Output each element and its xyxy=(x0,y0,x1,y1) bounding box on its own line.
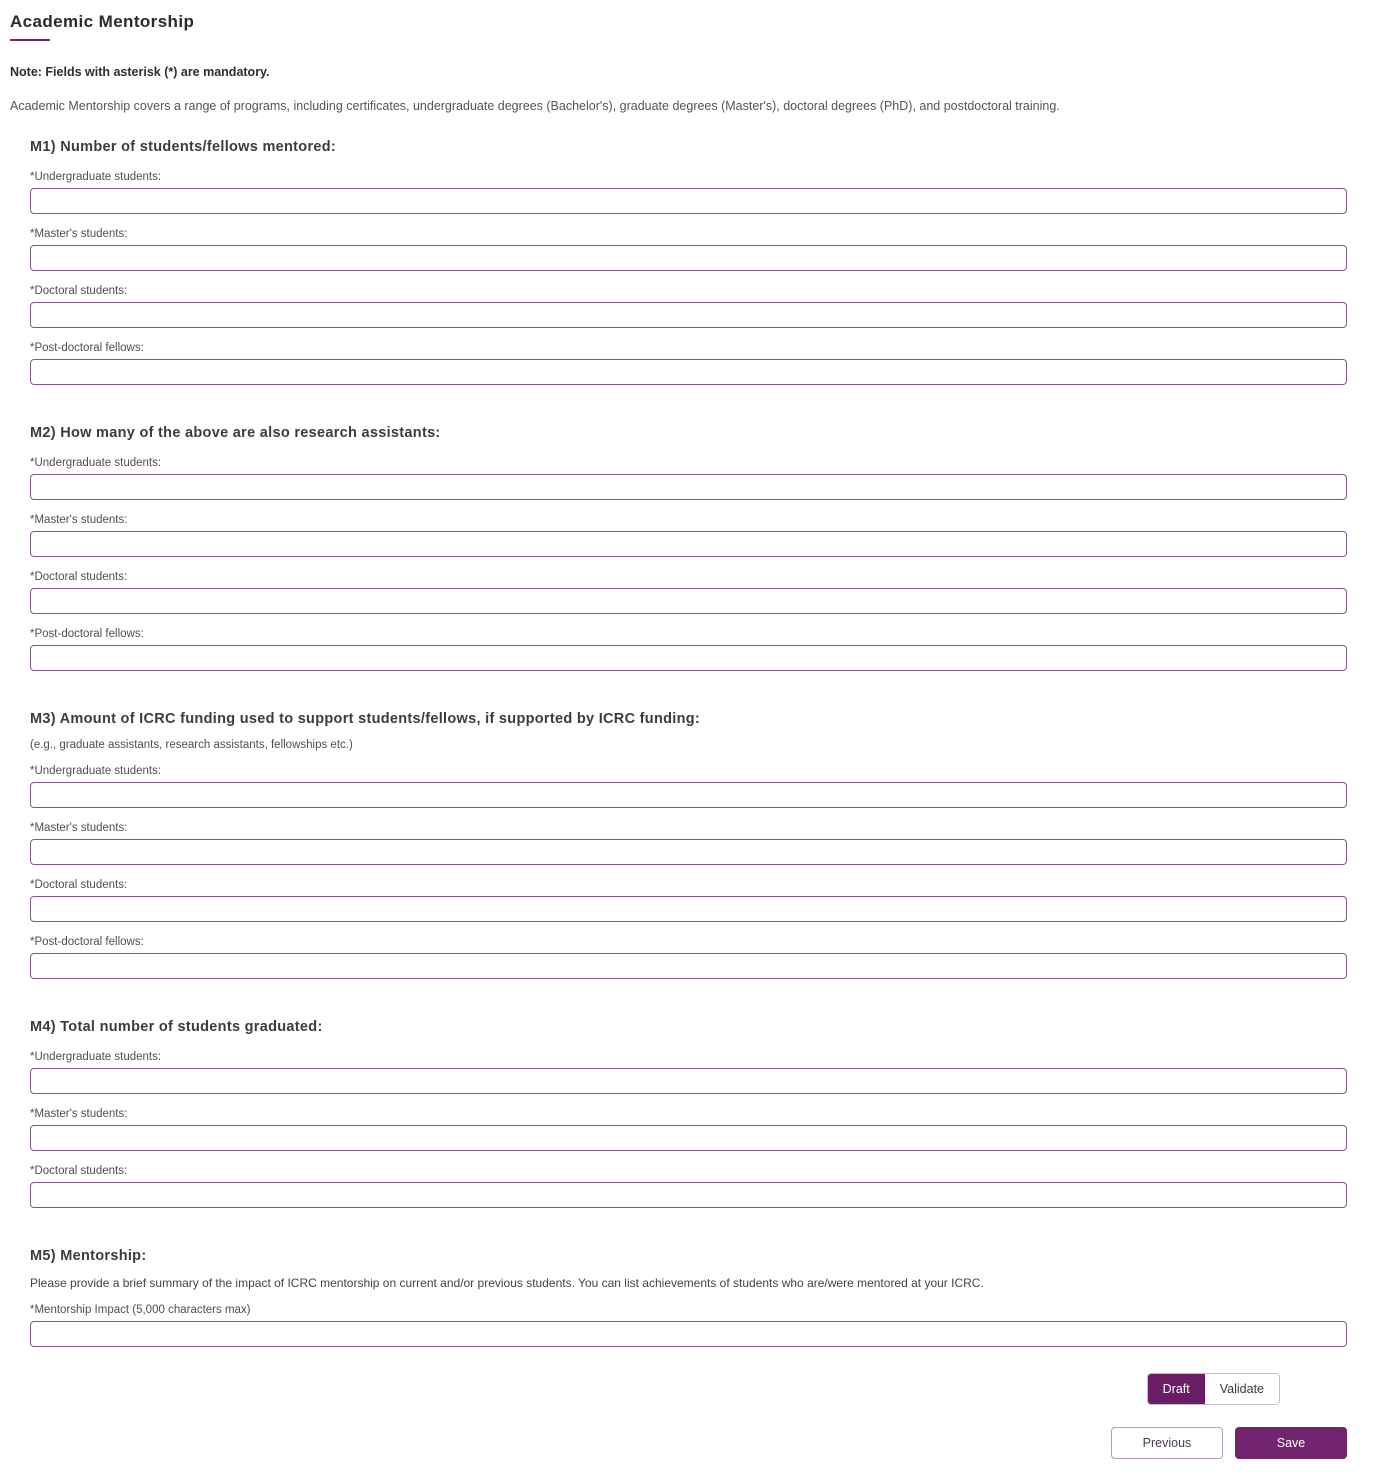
field-label: *Master's students: xyxy=(30,514,128,526)
m4-doctoral-students-input[interactable] xyxy=(30,1182,1347,1208)
field-m1-postdoctoral xyxy=(30,342,1347,385)
m4-undergraduate-students-input[interactable] xyxy=(30,1068,1347,1094)
field-label: *Undergraduate students: xyxy=(30,171,162,183)
draft-validate-toggle xyxy=(1147,1373,1280,1405)
section-m1 xyxy=(30,139,1347,385)
nav-buttons-row xyxy=(30,1427,1347,1459)
field-label: *Doctoral students: xyxy=(30,1165,128,1177)
field-label: *Post-doctoral fellows: xyxy=(30,342,144,354)
section-m5-description: Please provide a brief summary of the impact of ICRC mentorship on current and/or previous students. You can list achievements of students who are/were mentored at your ICRC. xyxy=(30,1276,984,1290)
section-m2-heading: M2) How many of the above are also research assistants: xyxy=(30,425,441,441)
field-label: *Doctoral students: xyxy=(30,879,128,891)
intro-text: Academic Mentorship covers a range of programs, including certificates, undergraduate degrees (Bachelor's), graduate degrees (Master's), doctoral degrees (PhD), and postdoctoral training. xyxy=(10,99,1060,113)
field-m3-masters xyxy=(30,822,1347,865)
field-m4-masters xyxy=(30,1108,1347,1151)
m1-masters-students-input[interactable] xyxy=(30,245,1347,271)
field-label: *Undergraduate students: xyxy=(30,457,162,469)
section-m3-hint: (e.g., graduate assistants, research assistants, fellowships etc.) xyxy=(30,739,353,751)
m3-undergraduate-students-input[interactable] xyxy=(30,782,1347,808)
field-m2-undergraduate xyxy=(30,457,1347,500)
field-label: *Undergraduate students: xyxy=(30,1051,162,1063)
form-area xyxy=(30,139,1347,1459)
section-m1-heading: M1) Number of students/fellows mentored: xyxy=(30,139,337,155)
m4-masters-students-input[interactable] xyxy=(30,1125,1347,1151)
field-m4-doctoral xyxy=(30,1165,1347,1208)
m2-doctoral-students-input[interactable] xyxy=(30,588,1347,614)
section-m3-heading: M3) Amount of ICRC funding used to support students/fellows, if supported by ICRC funding: xyxy=(30,711,701,727)
m3-postdoctoral-fellows-input[interactable] xyxy=(30,953,1347,979)
field-m3-doctoral xyxy=(30,879,1347,922)
field-m2-doctoral xyxy=(30,571,1347,614)
field-label: *Master's students: xyxy=(30,228,128,240)
draft-button[interactable]: Draft xyxy=(1148,1374,1205,1404)
field-m1-undergraduate xyxy=(30,171,1347,214)
field-label: *Master's students: xyxy=(30,1108,128,1120)
previous-button[interactable]: Previous xyxy=(1111,1427,1223,1459)
field-m1-doctoral xyxy=(30,285,1347,328)
m1-postdoctoral-fellows-input[interactable] xyxy=(30,359,1347,385)
field-label: *Post-doctoral fellows: xyxy=(30,628,144,640)
section-m5 xyxy=(30,1248,1347,1347)
m1-doctoral-students-input[interactable] xyxy=(30,302,1347,328)
section-m5-heading: M5) Mentorship: xyxy=(30,1248,147,1264)
save-button[interactable]: Save xyxy=(1235,1427,1347,1459)
field-m3-undergraduate xyxy=(30,765,1347,808)
m1-undergraduate-students-input[interactable] xyxy=(30,188,1347,214)
page-title: Academic Mentorship xyxy=(10,12,195,31)
validate-button[interactable]: Validate xyxy=(1205,1374,1279,1404)
field-label: *Undergraduate students: xyxy=(30,765,162,777)
m5-mentorship-impact-input[interactable] xyxy=(30,1321,1347,1347)
mandatory-note: Note: Fields with asterisk (*) are mandatory. xyxy=(10,65,270,79)
field-m5-mentorship-impact xyxy=(30,1304,1347,1347)
m3-doctoral-students-input[interactable] xyxy=(30,896,1347,922)
field-m4-undergraduate xyxy=(30,1051,1347,1094)
field-label: *Post-doctoral fellows: xyxy=(30,936,144,948)
field-m2-masters xyxy=(30,514,1347,557)
field-m1-masters xyxy=(30,228,1347,271)
section-m4 xyxy=(30,1019,1347,1208)
field-label: *Master's students: xyxy=(30,822,128,834)
status-toggle-row xyxy=(30,1373,1347,1405)
m3-masters-students-input[interactable] xyxy=(30,839,1347,865)
field-m2-postdoctoral xyxy=(30,628,1347,671)
field-label: *Doctoral students: xyxy=(30,571,128,583)
m2-masters-students-input[interactable] xyxy=(30,531,1347,557)
field-m3-postdoctoral xyxy=(30,936,1347,979)
field-label: *Mentorship Impact (5,000 characters max) xyxy=(30,1304,251,1316)
section-m3 xyxy=(30,711,1347,979)
m2-undergraduate-students-input[interactable] xyxy=(30,474,1347,500)
field-label: *Doctoral students: xyxy=(30,285,128,297)
title-underline xyxy=(10,39,50,41)
section-m2 xyxy=(30,425,1347,671)
section-m4-heading: M4) Total number of students graduated: xyxy=(30,1019,323,1035)
m2-postdoctoral-fellows-input[interactable] xyxy=(30,645,1347,671)
